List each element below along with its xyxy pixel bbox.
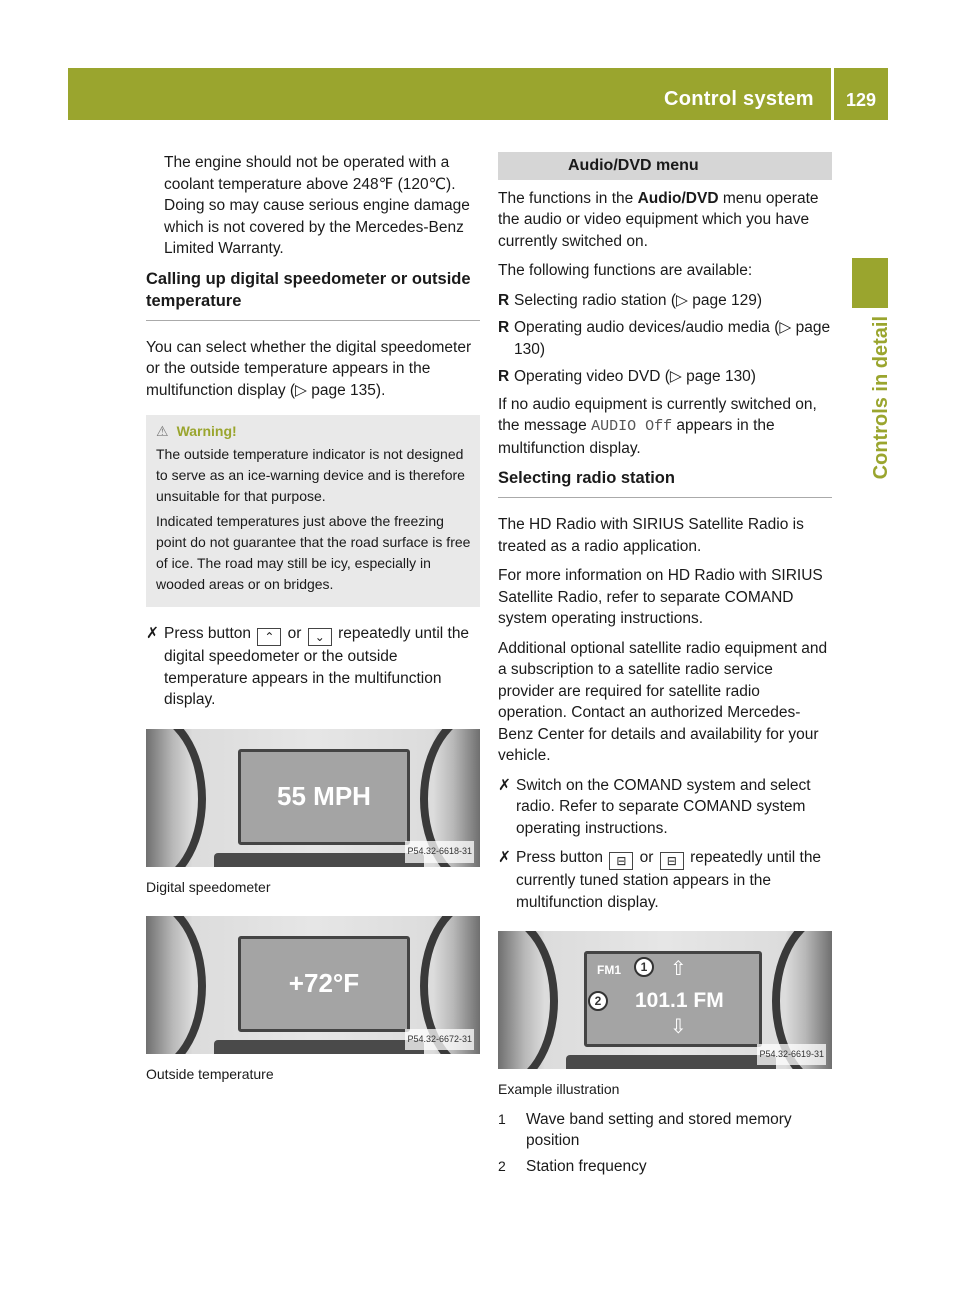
display-screen: +72°F: [238, 936, 410, 1032]
step-text-pre: Press button: [164, 625, 252, 642]
right-column: [498, 152, 832, 1181]
left-column: [146, 152, 480, 1094]
list-item-text: Operating audio devices/audio media (▷ page 130): [514, 319, 831, 358]
display-screen: 55 MPH: [238, 749, 410, 845]
step-marker-icon: ✗: [146, 625, 159, 642]
side-tab-label-wrap: [870, 316, 893, 546]
warning-title: Warning!: [176, 423, 237, 439]
instruction-step: [498, 847, 832, 913]
audio-intro-bold: Audio/DVD: [637, 189, 719, 207]
list-item-text: Selecting radio station (▷ page 129): [514, 291, 763, 309]
side-tab-marker: [852, 258, 888, 308]
legend-item: [498, 1156, 832, 1178]
warning-header: [156, 421, 472, 442]
figure-code: P54.32-6618-31: [405, 841, 474, 863]
section-heading-radio: Selecting radio station: [498, 467, 832, 498]
radio-para-3: Additional optional satellite radio equipment and a subscription to a satellite radio service provider are required for satellite radio operation. Contact an authorized Mercedes-Benz Center for details and availability for your vehicle.: [498, 639, 828, 764]
temperature-figure: [146, 916, 480, 1054]
list-item: [498, 366, 832, 388]
audio-intro: [498, 188, 832, 253]
callout-2-icon: 2: [588, 991, 608, 1011]
bullet-icon: R: [498, 319, 510, 336]
coolant-note: The engine should not be operated with a coolant temperature above 248℉ (120℃). Doing so may cause serious engine damage which is not covered by the Mercedes-Benz Limited Warranty.: [164, 154, 470, 257]
instruction-step: [498, 775, 832, 840]
figure-code: P54.32-6619-31: [757, 1044, 826, 1066]
display-bezel: [214, 853, 424, 867]
step-text-post: repeatedly until the currently tuned station appears in the multifunction display.: [516, 849, 822, 911]
legend-number-icon: 1: [498, 1110, 506, 1127]
arrow-down-icon: ⇩: [670, 1016, 687, 1038]
step-text-pre: Press button: [516, 849, 604, 866]
list-item: [498, 317, 832, 360]
step-text: [516, 847, 832, 913]
warning-text-2: Indicated temperatures just above the freezing point do not guarantee that the road surface is free of ice. The road may still be icy, especially in wooded areas or on bridges.: [156, 513, 471, 592]
wrench-up-button-icon: ⌃: [257, 628, 281, 646]
wrench-down-button-icon: ⌄: [308, 628, 332, 646]
list-item: [498, 290, 832, 312]
left-dial: [146, 729, 206, 867]
bullet-icon: R: [498, 291, 510, 309]
left-dial: [146, 916, 206, 1054]
legend-text: Wave band setting and stored memory position: [526, 1110, 792, 1149]
legend-text: Station frequency: [526, 1157, 647, 1175]
band-label: FM1: [597, 963, 621, 977]
step-text: Switch on the COMAND system and select radio. Refer to separate COMAND system operating instructions.: [516, 776, 811, 837]
page-back-button-icon: ⊟: [609, 852, 633, 870]
step-text-or: or: [287, 625, 302, 642]
page-number: 129: [846, 90, 877, 110]
functions-intro: The following functions are available:: [498, 262, 753, 279]
page-title: Control system: [664, 88, 814, 110]
figure-caption: Outside temperature: [146, 1066, 274, 1082]
radio-para-1: The HD Radio with SIRIUS Satellite Radio is treated as a radio application.: [498, 516, 804, 555]
figure-code: P54.32-6672-31: [405, 1029, 474, 1051]
frequency-label: 101.1 FM: [635, 988, 724, 1012]
header-separator: [831, 68, 834, 120]
audio-intro-pre: The functions in the: [498, 189, 634, 207]
left-dial: [498, 931, 558, 1069]
page-forward-button-icon: ⊟: [660, 852, 684, 870]
side-tab-label: Controls in detail: [870, 316, 892, 480]
audio-off-pre: If no audio equipment is currently switched on, the message: [498, 395, 817, 434]
warning-triangle-icon: ⚠: [156, 423, 169, 439]
audio-off-message: AUDIO Off: [591, 418, 673, 435]
bullet-icon: R: [498, 368, 510, 385]
radio-para-2: For more information on HD Radio with SIRIUS Satellite Radio, refer to separate COMAND system operating instructions.: [498, 567, 823, 627]
legend-item: [498, 1109, 832, 1152]
speedometer-figure: [146, 729, 480, 867]
legend-number-icon: 2: [498, 1157, 506, 1174]
step-text-or: or: [639, 849, 654, 866]
instruction-step: [146, 623, 480, 711]
display-bezel: [214, 1040, 424, 1054]
section-title-audio: Audio/DVD menu: [498, 152, 832, 180]
display-bezel: [566, 1055, 776, 1069]
step-text: [164, 623, 480, 711]
radio-figure: [498, 931, 832, 1069]
figure-caption: Digital speedometer: [146, 878, 271, 895]
speedometer-intro: You can select whether the digital speedometer or the outside temperature appears in the multifunction display (▷ page 135).: [146, 338, 472, 399]
step-marker-icon: ✗: [498, 849, 511, 866]
audio-off-post: appears in the multifunction display.: [498, 417, 775, 457]
audio-off-note: [498, 394, 832, 460]
warning-text-1: The outside temperature indicator is not designed to serve as an ice-warning device and is therefore unsuitable for that purpose.: [156, 446, 465, 504]
audio-intro-post: menu operate the audio or video equipment which you have currently switched on.: [498, 189, 819, 250]
list-item-text: Operating video DVD (▷ page 130): [514, 368, 756, 385]
step-marker-icon: ✗: [498, 776, 511, 794]
step-text-post: repeatedly until the digital speedometer or the outside temperature appears in the multifunction display.: [164, 625, 470, 708]
section-heading-speedometer: Calling up digital speedometer or outside temperature: [146, 268, 480, 321]
figure-caption: Example illustration: [498, 1081, 620, 1097]
warning-box: [146, 415, 480, 607]
callout-1-icon: 1: [634, 957, 654, 977]
arrow-up-icon: ⇧: [670, 958, 687, 980]
